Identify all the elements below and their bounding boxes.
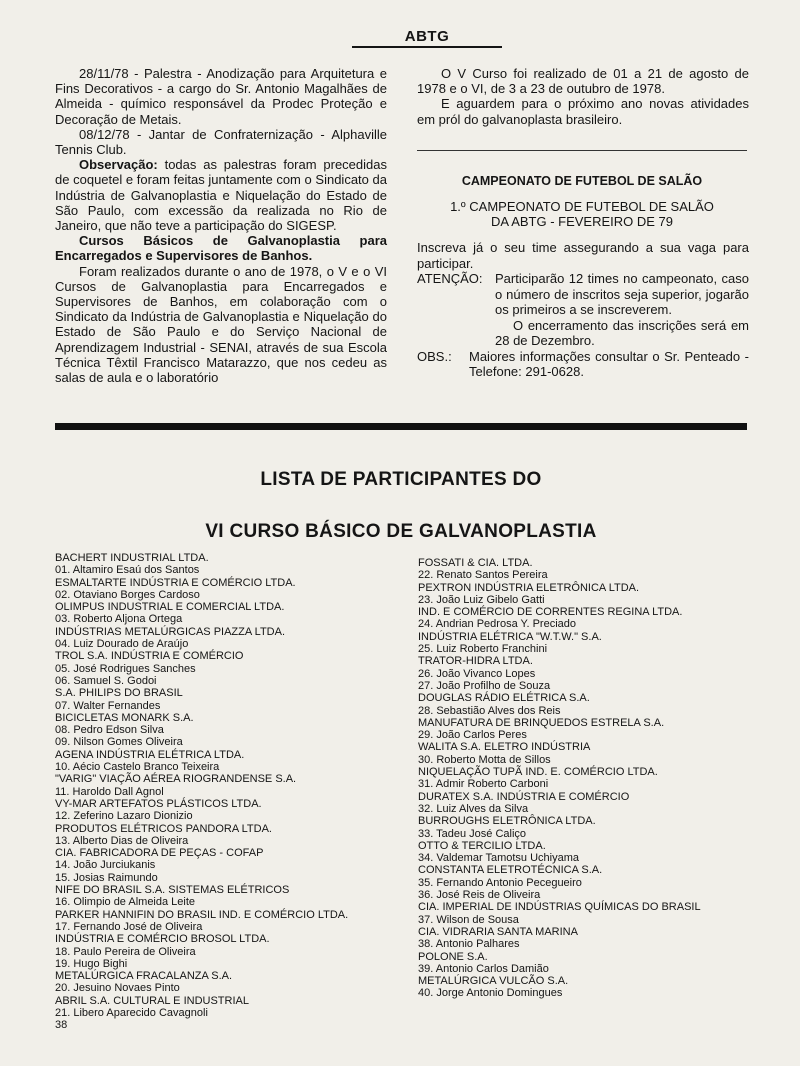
- participant-name: 22. Renato Santos Pereira: [418, 569, 548, 582]
- participant-name: 02. Otaviano Borges Cardoso: [55, 588, 200, 601]
- paragraph-cursos: Foram realizados durante o ano de 1978, o V e o VI Cursos de Galvanoplastia para Encarregados e Supervisores de Banhos, em colaboração com o Sindicato da Indústria de Galvanoplastia e Niquelação do Estado de São Paulo e do Serviço Nacional de Aprendizagem Industrial - SENAI, através de sua Escola Técnica Têxtil Francisco Matarazzo, que nos cedeu as salas de aula e o laboratório: [55, 263, 387, 386]
- company-name: FOSSATI & CIA. LTDA.: [418, 557, 533, 569]
- participant-name: 38. Antonio Palhares: [418, 938, 520, 951]
- company-name: ABRIL S.A. CULTURAL E INDUSTRIAL: [55, 994, 249, 1007]
- company-name: DOUGLAS RÁDIO ELÉTRICA S.A.: [418, 692, 590, 705]
- participant-name: 10. Aécio Castelo Branco Teixeira: [55, 761, 220, 774]
- company-name: BACHERT INDUSTRIAL LTDA.: [55, 552, 209, 564]
- paragraph-aguardem: E aguardem para o próximo ano novas atividades em pról do galvanoplasta brasileiro.: [417, 96, 749, 127]
- observacao-text: todas as palestras foram precedidas de coquetel e foram feitas juntamente com o Sindicato da Indústria de Galvanoplastia e Niquelação do Estado de São Paulo, com excessão da realizada no Rio de Janeiro, que não teve a participação do SIGESP.: [55, 157, 387, 234]
- participant-name: 27. João Profilho de Souza: [418, 679, 551, 692]
- thick-divider: [55, 423, 747, 430]
- company-name: PEXTRON INDÚSTRIA ELETRÔNICA LTDA.: [418, 581, 640, 594]
- page-number: 38: [55, 1019, 68, 1031]
- left-column: [55, 66, 387, 385]
- participant-name: 17. Fernando José de Oliveira: [55, 920, 203, 933]
- company-name: PRODUTOS ELÉTRICOS PANDORA LTDA.: [55, 822, 272, 835]
- participant-name: 09. Nilson Gomes Oliveira: [55, 736, 183, 749]
- company-name: BURROUGHS ELETRÔNICA LTDA.: [418, 815, 596, 828]
- list-title-line1: LISTA DE PARTICIPANTES DO: [260, 469, 542, 490]
- page-header: [352, 20, 502, 60]
- atencao-label: ATENÇÃO:: [417, 271, 483, 286]
- participant-name: 36. José Reis de Oliveira: [418, 889, 541, 902]
- header-title: ABTG: [404, 28, 450, 45]
- participant-name: 06. Samuel S. Godoi: [55, 674, 157, 687]
- header-rule: [352, 46, 502, 48]
- participant-name: 18. Paulo Pereira de Oliveira: [55, 945, 196, 958]
- company-name: OLIMPUS INDUSTRIAL E COMERCIAL LTDA.: [55, 601, 285, 614]
- championship-subtitle: [417, 199, 747, 229]
- company-name: POLONE S.A.: [418, 950, 488, 963]
- participant-name: 37. Wilson de Sousa: [418, 913, 519, 926]
- company-name: CIA. IMPERIAL DE INDÚSTRIAS QUÍMICAS DO BRASIL: [418, 901, 701, 914]
- participants-list-left: [55, 552, 405, 1019]
- atencao-text-2: O encerramento das inscrições será em 28 de Dezembro.: [495, 317, 749, 348]
- participant-name: 29. João Carlos Peres: [418, 729, 527, 742]
- atencao-row-2: [417, 318, 749, 349]
- participant-name: 01. Altamiro Esaú dos Santos: [55, 564, 200, 577]
- company-name: TROL S.A. INDÚSTRIA E COMÉRCIO: [55, 650, 244, 663]
- participant-name: 25. Luiz Roberto Franchini: [418, 643, 548, 656]
- obs-row: [417, 349, 749, 380]
- company-name: S.A. PHILIPS DO BRASIL: [55, 687, 183, 700]
- championship-intro: Inscreva já o seu time assegurando a sua vaga para participar.: [417, 240, 749, 271]
- participant-name: 26. João Vivanco Lopes: [418, 667, 536, 680]
- participant-name: 05. José Rodrigues Sanches: [55, 662, 196, 675]
- company-name: ESMALTARTE INDÚSTRIA E COMÉRCIO LTDA.: [55, 576, 296, 589]
- obs-text: Maiores informações consultar o Sr. Penteado - Telefone: 291-0628.: [469, 348, 749, 379]
- paragraph-curso-datas: O V Curso foi realizado de 01 a 21 de agosto de 1978 e o VI, de 3 a 23 de outubro de 1978.: [417, 66, 749, 97]
- participant-name: 39. Antonio Carlos Damião: [418, 962, 549, 975]
- participant-name: 13. Alberto Dias de Oliveira: [55, 834, 189, 847]
- company-name: AGENA INDÚSTRIA ELÉTRICA LTDA.: [55, 748, 245, 761]
- participant-name: 40. Jorge Antonio Domingues: [418, 987, 563, 1000]
- participant-name: 11. Haroldo Dall Agnol: [55, 785, 164, 798]
- participant-name: 23. João Luiz Gibelo Gatti: [418, 593, 545, 606]
- atencao-text-1: Participarão 12 times no campeonato, caso o número de inscritos seja superior, jogarão os primeiros a se inscreverem.: [495, 271, 749, 317]
- participant-name: 34. Valdemar Tamotsu Uchiyama: [418, 852, 579, 865]
- participant-name: 28. Sebastião Alves dos Reis: [418, 704, 561, 717]
- championship-title: CAMPEONATO DE FUTEBOL DE SALÃO: [461, 174, 703, 188]
- company-name: METALÚRGICA VULCÃO S.A.: [418, 975, 569, 988]
- participant-name: 03. Roberto Aljona Ortega: [55, 613, 183, 626]
- participant-name: 20. Jesuino Novaes Pinto: [55, 982, 180, 995]
- participants-list-right: [418, 557, 768, 1000]
- company-name: "VARIG" VIAÇÃO AÉREA RIOGRANDENSE S.A.: [55, 773, 297, 786]
- company-name: INDÚSTRIA E COMÉRCIO BROSOL LTDA.: [55, 933, 270, 946]
- company-name: MANUFATURA DE BRINQUEDOS ESTRELA S.A.: [418, 716, 665, 729]
- observacao-label: Observação:: [79, 157, 158, 173]
- paragraph-palestra: 28/11/78 - Palestra - Anodização para Arquitetura e Fins Decorativos - a cargo do Sr. Antonio Magalhães de Almeida - químico responsável da Prodec Proteção e Decoração de Metais.: [55, 66, 387, 127]
- participant-name: 14. João Jurciukanis: [55, 859, 156, 872]
- participant-name: 12. Zeferino Lazaro Dionizio: [55, 810, 193, 823]
- cursos-heading: [55, 233, 387, 263]
- participant-name: 15. Josias Raimundo: [55, 871, 158, 884]
- participant-name: 30. Roberto Motta de Sillos: [418, 753, 551, 766]
- cursos-heading-text: Cursos Básicos de Galvanoplastia para Encarregados e Supervisores de Banhos.: [55, 233, 387, 264]
- section-separator: [417, 150, 747, 151]
- participant-name: 35. Fernando Antonio Pecegueiro: [418, 876, 582, 889]
- company-name: NIFE DO BRASIL S.A. SISTEMAS ELÉTRICOS: [55, 884, 290, 897]
- championship-subtitle-line1: 1.º CAMPEONATO DE FUTEBOL DE SALÃO: [450, 199, 714, 214]
- company-name: CONSTANTA ELETROTÉCNICA S.A.: [418, 864, 603, 877]
- company-name: VY-MAR ARTEFATOS PLÁSTICOS LTDA.: [55, 797, 262, 810]
- company-name: WALITA S.A. ELETRO INDÚSTRIA: [418, 741, 591, 754]
- participant-name: 24. Andrian Pedrosa Y. Preciado: [418, 618, 576, 631]
- company-name: METALÚRGICA FRACALANZA S.A.: [55, 970, 233, 983]
- participant-name: 33. Tadeu José Caliço: [418, 827, 527, 840]
- participant-name: 32. Luiz Alves da Silva: [418, 802, 529, 815]
- participant-name: 08. Pedro Edson Silva: [55, 724, 164, 737]
- participant-name: 21. Libero Aparecido Cavagnoli: [55, 1006, 208, 1019]
- participant-name: 04. Luiz Dourado de Araújo: [55, 638, 189, 651]
- company-name: INDÚSTRIAS METALÚRGICAS PIAZZA LTDA.: [55, 625, 286, 638]
- participant-name: 07. Walter Fernandes: [55, 699, 161, 712]
- participant-name: 16. Olimpio de Almeida Leite: [55, 896, 196, 909]
- company-name: OTTO & TERCILIO LTDA.: [418, 839, 546, 852]
- company-name: TRATOR-HIDRA LTDA.: [418, 655, 533, 668]
- paragraph-observacao: [55, 157, 387, 233]
- list-title-line2: VI CURSO BÁSICO DE GALVANOPLASTIA: [205, 521, 597, 542]
- participant-name: 19. Hugo Bighi: [55, 957, 128, 970]
- atencao-row: [417, 271, 749, 318]
- championship-body: [417, 240, 749, 380]
- participant-name: 31. Admir Roberto Carboni: [418, 778, 549, 791]
- company-name: CIA. VIDRARIA SANTA MARINA: [418, 925, 578, 938]
- obs-label: OBS.:: [417, 348, 452, 364]
- paragraph-jantar: 08/12/78 - Jantar de Confraternização - Alphaville Tennis Club.: [55, 126, 387, 158]
- company-name: DURATEX S.A. INDÚSTRIA E COMÉRCIO: [418, 790, 630, 803]
- company-name: INDÚSTRIA ELÉTRICA "W.T.W." S.A.: [418, 630, 602, 643]
- right-column: [417, 66, 749, 127]
- company-name: BICICLETAS MONARK S.A.: [55, 711, 194, 724]
- company-name: CIA. FABRICADORA DE PEÇAS - COFAP: [55, 847, 264, 860]
- list-title: [55, 460, 747, 552]
- company-name: NIQUELAÇÃO TUPÃ IND. E. COMÉRCIO LTDA.: [418, 766, 658, 779]
- company-name: IND. E COMÉRCIO DE CORRENTES REGINA LTDA.: [418, 606, 683, 619]
- championship-subtitle-line2: DA ABTG - FEVEREIRO DE 79: [490, 214, 674, 229]
- company-name: PARKER HANNIFIN DO BRASIL IND. E COMÉRCIO LTDA.: [55, 908, 349, 921]
